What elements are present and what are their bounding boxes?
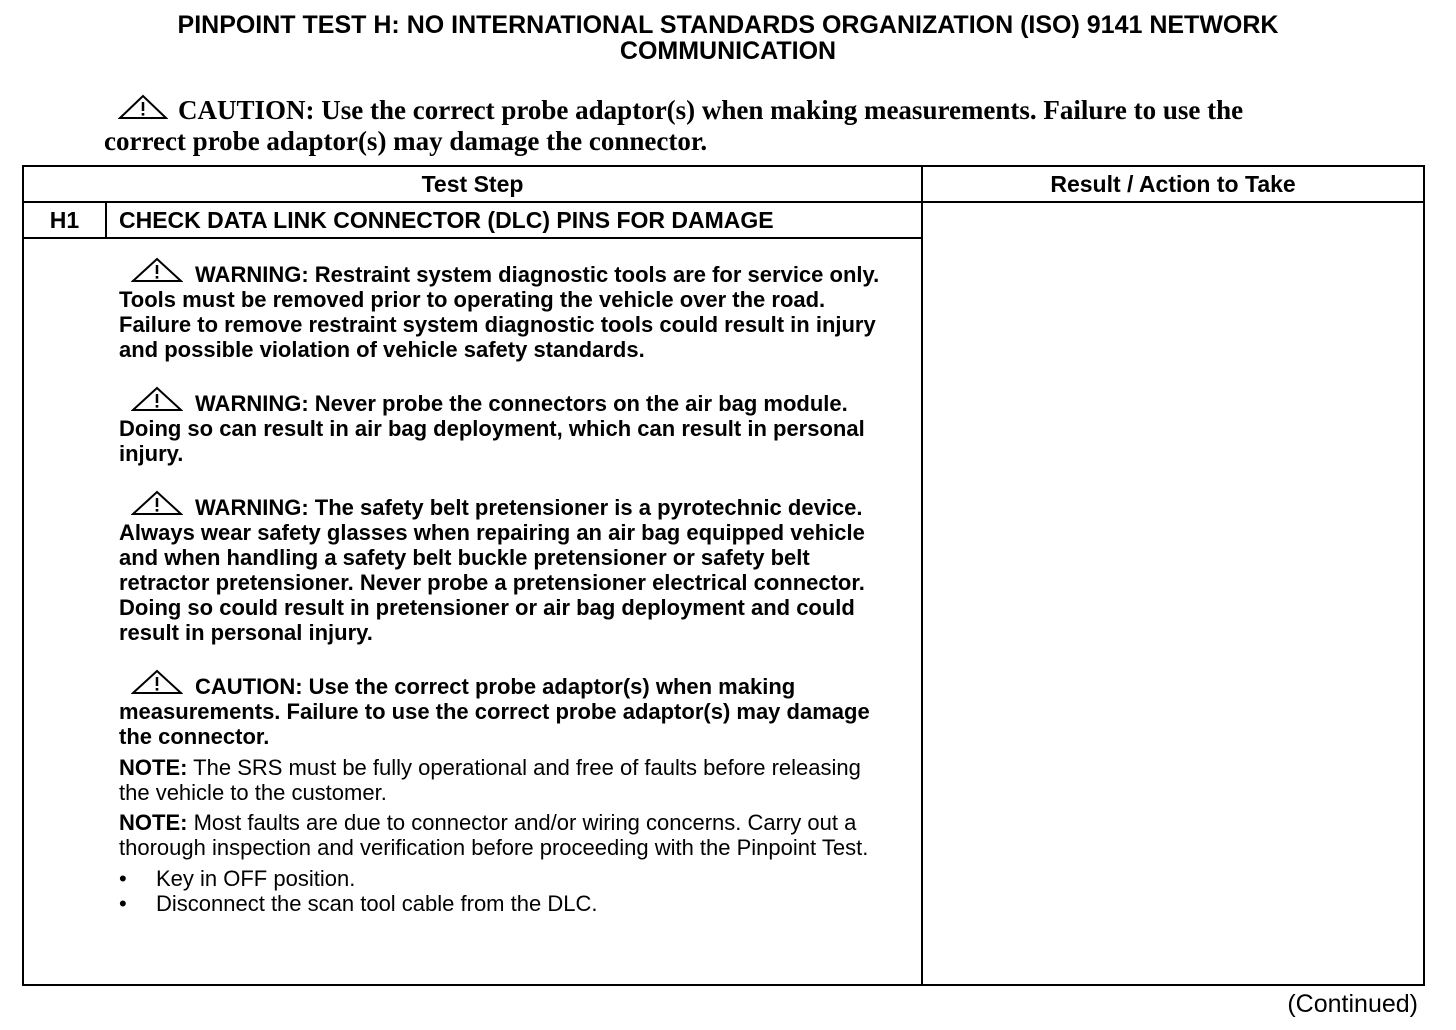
step-body <box>23 238 922 985</box>
title-line-1: PINPOINT TEST H: NO INTERNATIONAL STANDARDS ORGANIZATION (ISO) 9141 NETWORK <box>177 11 1279 39</box>
pinpoint-test-table <box>22 165 1425 986</box>
step-title-row <box>23 202 1424 238</box>
col-header-test-step: Test Step <box>23 166 922 202</box>
warning-triangle-icon <box>131 669 183 695</box>
result-cell <box>922 202 1424 985</box>
note-1-text: The SRS must be fully operational and free of faults before releasing the vehicle to the customer. <box>119 755 861 805</box>
warning-3-text: WARNING: The safety belt pretensioner is a pyrotechnic device. Always wear safety glasses when repairing an air bag equipped vehicle and when handling a safety belt buckle pretensioner or safety belt retractor pretensioner. Never probe a pretensioner electrical connector. Doing so could result in pretensioner or air bag deployment and could result in personal injury. <box>119 495 865 645</box>
warning-triangle-icon <box>131 386 183 412</box>
warning-1-text: WARNING: Restraint system diagnostic tools are for service only. Tools must be removed prior to operating the vehicle over the road. Failure to remove restraint system diagnostic tools could result in injury and possible violation of vehicle safety standards. <box>119 262 880 362</box>
page-title <box>0 12 1456 64</box>
warning-1 <box>119 257 891 362</box>
note-2-text: Most faults are due to connector and/or wiring concerns. Carry out a thorough inspection and verification before proceeding with the Pinpoint Test. <box>119 810 869 860</box>
top-caution <box>104 94 1324 157</box>
continued-label: (Continued) <box>1287 990 1418 1018</box>
list-item: • Disconnect the scan tool cable from the DLC. <box>119 891 891 916</box>
warning-triangle-icon <box>131 490 183 516</box>
warning-triangle-icon <box>118 94 168 120</box>
warning-triangle-icon <box>131 257 183 283</box>
list-item: • Key in OFF position. <box>119 866 891 891</box>
caution-box <box>119 669 891 749</box>
step-title: CHECK DATA LINK CONNECTOR (DLC) PINS FOR DAMAGE <box>106 202 922 238</box>
note-2-label: NOTE: <box>119 810 188 835</box>
title-line-2: COMMUNICATION <box>619 37 837 65</box>
warning-3 <box>119 490 891 645</box>
note-1-label: NOTE: <box>119 755 188 780</box>
warning-2 <box>119 386 891 466</box>
top-caution-text: CAUTION: Use the correct probe adaptor(s) when making measurements. Failure to use the correct probe adaptor(s) may damage the connector. <box>104 95 1244 156</box>
col-header-result: Result / Action to Take <box>922 166 1424 202</box>
note-1 <box>119 755 891 805</box>
note-2 <box>119 810 891 860</box>
step-bullets <box>119 866 891 916</box>
table-header-row <box>23 166 1424 202</box>
step-id: H1 <box>23 202 106 238</box>
warning-2-text: WARNING: Never probe the connectors on the air bag module. Doing so can result in air bag deployment, which can result in personal injury. <box>119 391 865 466</box>
caution-text: CAUTION: Use the correct probe adaptor(s) when making measurements. Failure to use the correct probe adaptor(s) may damage the connector. <box>119 674 870 749</box>
